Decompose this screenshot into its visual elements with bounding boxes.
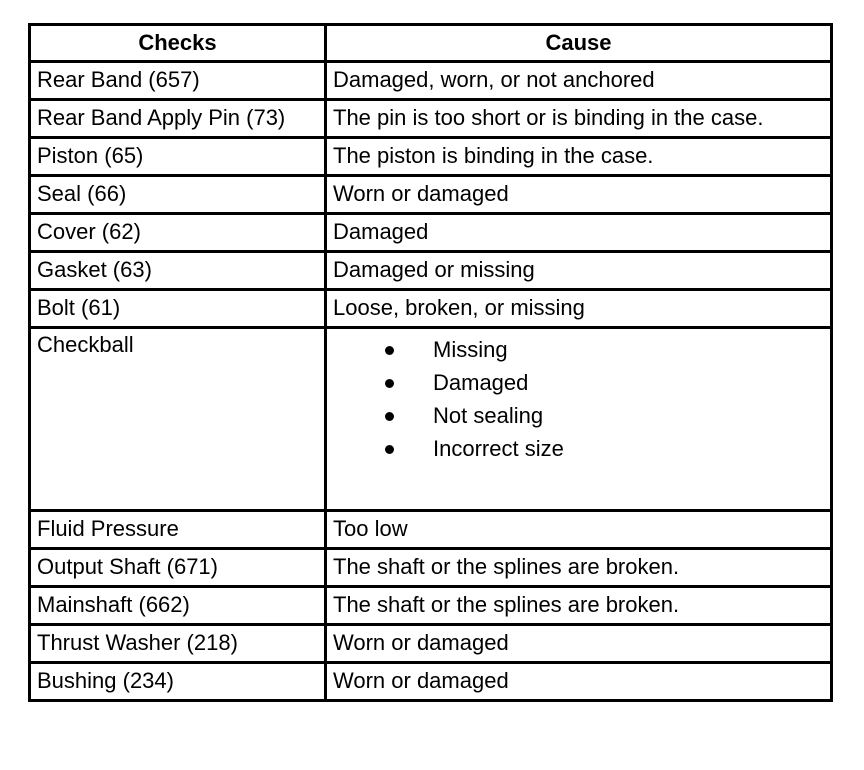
table-row (30, 214, 832, 252)
list-item (385, 399, 830, 432)
list-item-text: Incorrect size (433, 436, 564, 461)
table-row (30, 138, 832, 176)
cause-cell: Loose, broken, or missing (326, 290, 832, 328)
table-row (30, 100, 832, 138)
cause-cell: Worn or damaged (326, 663, 832, 701)
check-cell: Seal (66) (30, 176, 326, 214)
checks-cause-table (28, 23, 833, 702)
check-cell: Thrust Washer (218) (30, 625, 326, 663)
check-cell: Mainshaft (662) (30, 587, 326, 625)
table-row (30, 549, 832, 587)
bullet-icon (385, 346, 394, 355)
table-row (30, 625, 832, 663)
cause-cell: Too low (326, 511, 832, 549)
cause-cell: Damaged (326, 214, 832, 252)
table-row (30, 511, 832, 549)
list-item (385, 432, 830, 465)
check-cell: Output Shaft (671) (30, 549, 326, 587)
bullet-icon (385, 412, 394, 421)
list-item-text: Damaged (433, 370, 529, 395)
check-cell: Checkball (30, 328, 326, 511)
table-row (30, 587, 832, 625)
check-cell: Rear Band Apply Pin (73) (30, 100, 326, 138)
check-cell: Cover (62) (30, 214, 326, 252)
list-item (385, 366, 830, 399)
bullet-icon (385, 445, 394, 454)
list-item-text: Not sealing (433, 403, 544, 428)
cause-cell: The shaft or the splines are broken. (326, 549, 832, 587)
check-cell: Gasket (63) (30, 252, 326, 290)
table-row (30, 663, 832, 701)
cause-cell: Damaged, worn, or not anchored (326, 62, 832, 100)
table-row (30, 176, 832, 214)
check-cell: Fluid Pressure (30, 511, 326, 549)
column-header-checks: Checks (30, 25, 326, 62)
table-row (30, 252, 832, 290)
cause-cell: Worn or damaged (326, 176, 832, 214)
cause-cell: The pin is too short or is binding in the case. (326, 100, 832, 138)
list-item (385, 333, 830, 366)
table-row (30, 290, 832, 328)
cause-bullet-list (333, 333, 830, 465)
header-row (30, 25, 832, 62)
cause-cell (326, 328, 832, 511)
list-item-text: Missing (433, 337, 508, 362)
bullet-icon (385, 379, 394, 388)
check-cell: Bolt (61) (30, 290, 326, 328)
check-cell: Rear Band (657) (30, 62, 326, 100)
cause-cell: The shaft or the splines are broken. (326, 587, 832, 625)
check-cell: Piston (65) (30, 138, 326, 176)
column-header-cause: Cause (326, 25, 832, 62)
table-row (30, 328, 832, 511)
table-row (30, 62, 832, 100)
check-cell: Bushing (234) (30, 663, 326, 701)
cause-cell: Damaged or missing (326, 252, 832, 290)
cause-cell: Worn or damaged (326, 625, 832, 663)
cause-cell: The piston is binding in the case. (326, 138, 832, 176)
